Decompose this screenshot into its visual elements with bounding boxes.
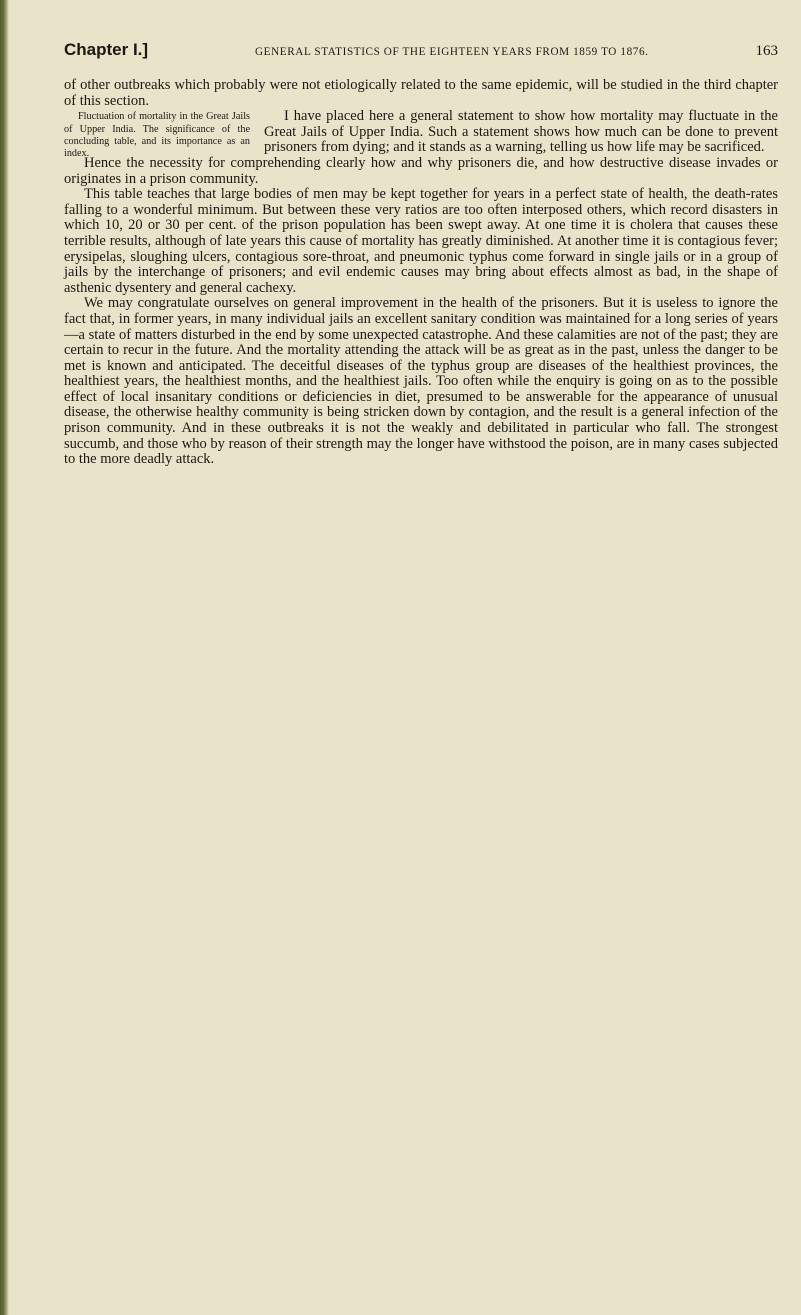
page-binding-edge [0, 0, 9, 1315]
chapter-label: Chapter I.] [64, 40, 149, 59]
paragraph-general-statement: I have placed here a general statement to show how mortality may fluctuate in the Great Jails of Upper India. Such a statement shows how much can be done to prevent prisoners from dying; and it stands as a warning, telling us how life may be sacrificed. [264, 108, 778, 156]
page-number: 163 [755, 43, 778, 59]
paragraph-table-teaches: This table teaches that large bodies of men may be kept together for years in a perfect state of health, the death-rates falling to a wonderful minimum. But between these very ratios are too often interposed others, which record disasters in which 10, 20 or 30 per cent. of the prison population has been swept away. At one time it is cholera that causes these terrible results, although of late years this cause of mortality has greatly diminished. At another time it is contagious fever; erysipelas, sloughing ulcers, contagious sore-throat, and pneumonic typhus come forward in single jails or in a group of jails by the interchange of prisoners; and evil endemic causes may bring about effects almost as bad, in the shape of asthenic dysentery and general cachexy. [64, 186, 778, 296]
margin-sidenote: Fluctuation of mortality in the Great Jails of Upper India. The significance of the concluding table, and its importance as an index. [64, 111, 250, 160]
paragraph-continuation: of other outbreaks which probably were not etiologically related to the same epidemic, will be studied in the third chapter of this section. [64, 77, 778, 109]
paragraph-congratulate: We may congratulate ourselves on general improvement in the health of the prisoners. But it is useless to ignore the fact that, in former years, in many individual jails an excellent sanitary condition was maintained for a long series of years—a state of matters disturbed in the end by some unexpected catastrophe. And these calamities are not of the past; they are certain to recur in the future. And the mortality attending the attack will be as great as in the past, unless the danger to be met is known and anticipated. The deceitful diseases of the typhus group are diseases of the healthiest provinces, the healthiest years, the healthiest months, and the healthiest jails. Too often while the enquiry is going on as to the possible effect of local insanitary conditions or deficiencies in diet, presumed to be answerable for the appearance of unusual disease, the otherwise healthy community is being stricken down by contagion, and the result is a general infection of the prison community. And in these outbreaks it is not the weakly and debilitated in particular who fall. The strongest succumb, and those who by reason of their strength may the longer have withstood the poison, are in many cases subjected to the more deadly attack. [64, 295, 778, 468]
document-page [64, 40, 778, 468]
paragraph-necessity: Hence the necessity for comprehending clearly how and why prisoners die, and how destructive disease invades or originates in a prison community. [64, 154, 778, 187]
sidenote-block [64, 108, 778, 160]
running-header [64, 40, 778, 60]
running-title: GENERAL STATISTICS OF THE EIGHTEEN YEARS FROM 1859 TO 1876. [255, 46, 649, 58]
